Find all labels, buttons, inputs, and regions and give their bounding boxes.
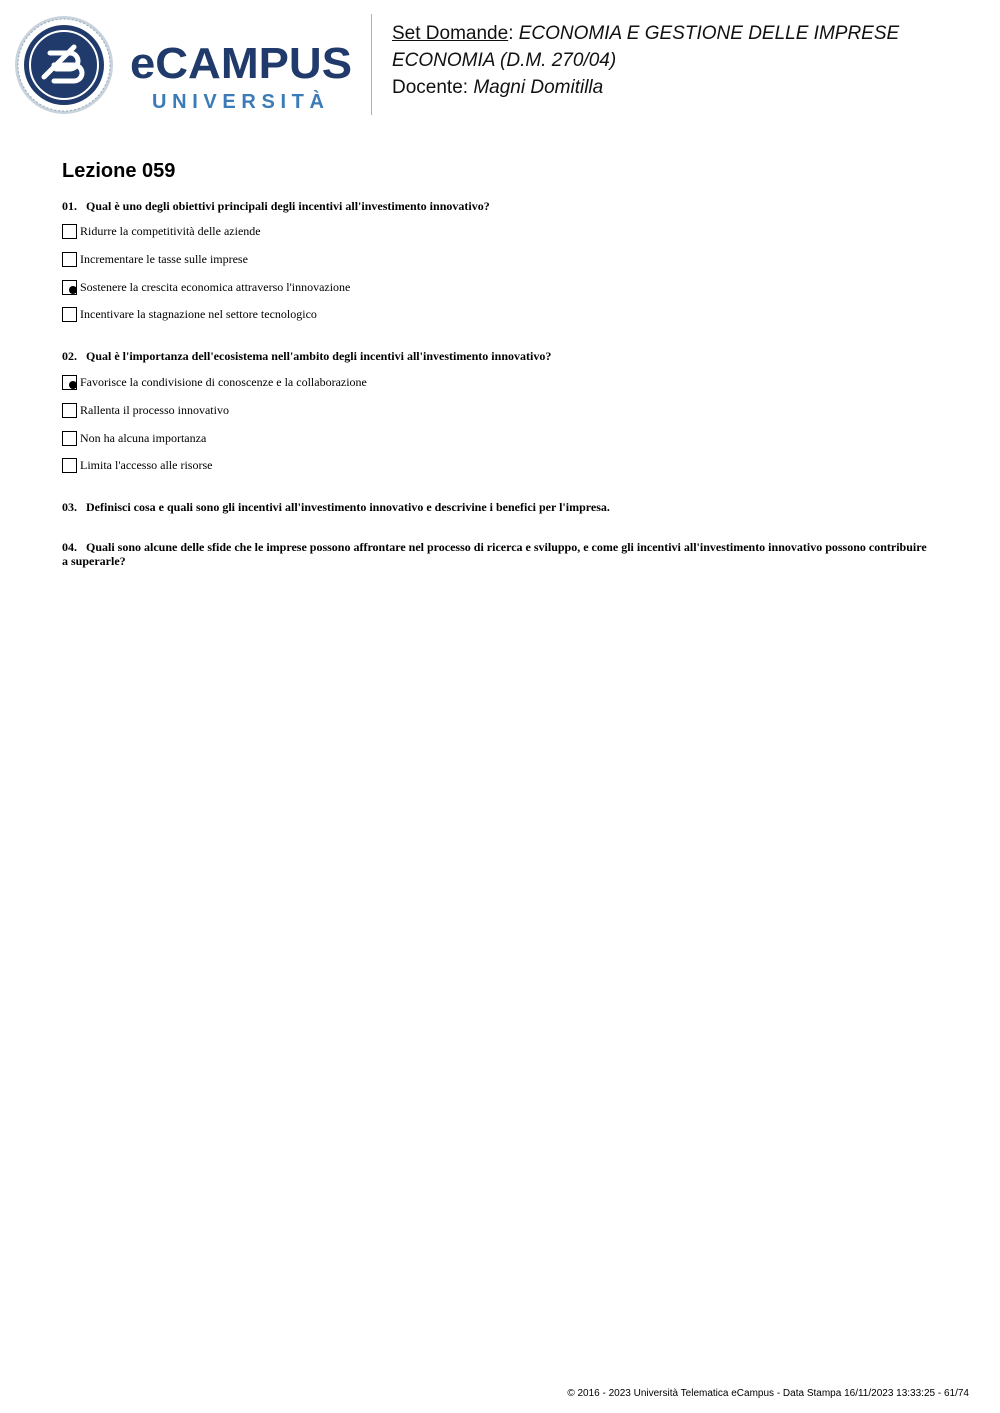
question-text: Definisci cosa e quali sono gli incentivi all'investimento innovativo e descrivine i benefici per l'impresa.: [86, 500, 610, 514]
question-text: Qual è uno degli obiettivi principali degli incentivi all'investimento innovativo?: [86, 199, 490, 213]
checkbox[interactable]: [62, 458, 77, 473]
course-name: ECONOMIA E GESTIONE DELLE IMPRESE: [518, 23, 900, 44]
teacher-label: Docente:: [392, 77, 469, 98]
checkbox[interactable]: [62, 403, 77, 418]
checkbox-checked[interactable]: [62, 375, 77, 390]
page-footer: © 2016 - 2023 Università Telematica eCampus - Data Stampa 16/11/2023 13:33:25 - 61/74: [567, 1388, 969, 1399]
option-text: Rallenta il processo innovativo: [80, 403, 229, 417]
ecampus-logo-icon: [130, 36, 360, 116]
question-number: 03.: [62, 500, 77, 514]
selected-dot-icon: [69, 381, 77, 389]
question-1: [62, 199, 932, 213]
checkbox[interactable]: [62, 431, 77, 446]
brand-name: eCAMPUS: [130, 39, 352, 88]
checkbox[interactable]: [62, 307, 77, 322]
question-text: Qual è l'importanza dell'ecosistema nell'ambito degli incentivi all'investimento innovativo?: [86, 349, 552, 363]
header-info: [392, 20, 899, 101]
teacher-name: Magni Domitilla: [473, 77, 604, 98]
course-line: Set Domande: ECONOMIA E GESTIONE DELLE IMPRESE: [392, 23, 900, 44]
option-text: Sostenere la crescita economica attraverso l'innovazione: [80, 280, 351, 294]
option-text: Incentivare la stagnazione nel settore tecnologico: [80, 307, 317, 321]
option-text: Ridurre la competitività delle aziende: [80, 224, 261, 238]
question-3: [62, 500, 932, 514]
option-text: Limita l'accesso alle risorse: [80, 458, 213, 472]
option-text: Non ha alcuna importanza: [80, 431, 207, 445]
question-text: Quali sono alcune delle sfide che le imprese possono affrontare nel processo di ricerca e sviluppo, e come gli incentivi all'investimento innovativo possono contribuire a superarle?: [62, 540, 927, 568]
brand-subtitle: UNIVERSITÀ: [152, 91, 324, 113]
question-number: 04.: [62, 540, 77, 554]
checkbox[interactable]: [62, 252, 77, 267]
question-number: 02.: [62, 349, 77, 363]
question-number: 01.: [62, 199, 77, 213]
course-sub-line: [392, 47, 899, 74]
option-text: Favorisce la condivisione di conoscenze e la collaborazione: [80, 375, 367, 389]
set-label: Set Domande: [392, 23, 509, 44]
question-4: [62, 540, 932, 568]
lesson-title: Lezione 059: [62, 160, 176, 182]
checkbox[interactable]: [62, 224, 77, 239]
page-header: [0, 0, 1000, 130]
question-2: [62, 349, 932, 363]
checkbox-checked[interactable]: [62, 280, 77, 295]
university-seal-icon: [14, 15, 114, 115]
teacher-line: [392, 74, 899, 101]
selected-dot-icon: [69, 286, 77, 294]
header-divider: [371, 14, 372, 115]
option-text: Incrementare le tasse sulle imprese: [80, 252, 248, 266]
course-sub: ECONOMIA (D.M. 270/04): [392, 50, 617, 71]
